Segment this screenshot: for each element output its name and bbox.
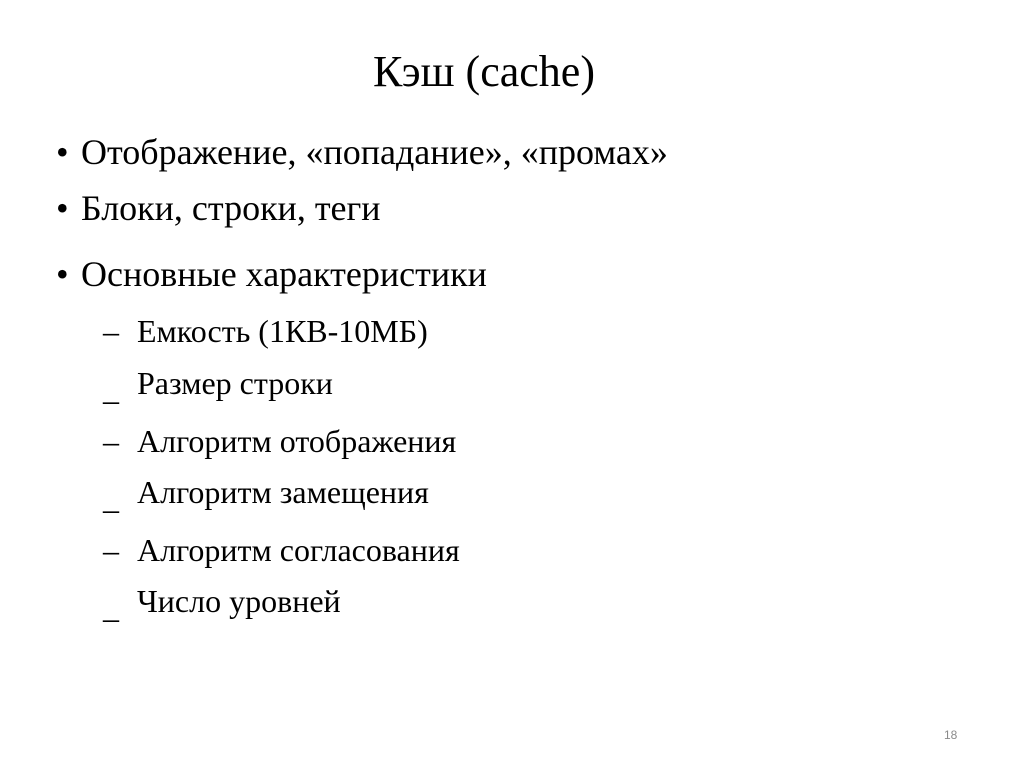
page-number: 18 <box>944 728 958 742</box>
sub-item <box>103 362 333 407</box>
bullet-text: Блоки, строки, теги <box>81 188 381 228</box>
bullet-item <box>56 184 381 232</box>
sub-marker: _ <box>103 480 119 516</box>
bullet-marker: • <box>56 188 69 228</box>
sub-marker: – <box>103 423 119 459</box>
bullet-text: Отображение, «попадание», «промах» <box>81 132 668 172</box>
sub-marker: _ <box>103 589 119 625</box>
sub-item <box>103 310 428 352</box>
sub-item <box>103 529 460 571</box>
sub-marker: _ <box>103 371 119 407</box>
bullet-text: Основные характеристики <box>81 254 487 294</box>
sub-text: Алгоритм замещения <box>137 474 429 510</box>
sub-item <box>103 420 456 462</box>
sub-text: Емкость (1КВ-10МБ) <box>137 313 428 349</box>
sub-item <box>103 580 341 625</box>
bullet-item <box>56 250 487 298</box>
sub-marker: – <box>103 532 119 568</box>
sub-text: Алгоритм отображения <box>137 423 457 459</box>
sub-text: Размер строки <box>137 365 333 401</box>
bullet-marker: • <box>56 254 69 294</box>
bullet-item <box>56 128 668 176</box>
sub-text: Число уровней <box>137 583 341 619</box>
slide-title: Кэш (cache) <box>373 47 595 96</box>
bullet-marker: • <box>56 132 69 172</box>
sub-item <box>103 471 429 516</box>
sub-text: Алгоритм согласования <box>137 532 460 568</box>
sub-marker: – <box>103 313 119 349</box>
